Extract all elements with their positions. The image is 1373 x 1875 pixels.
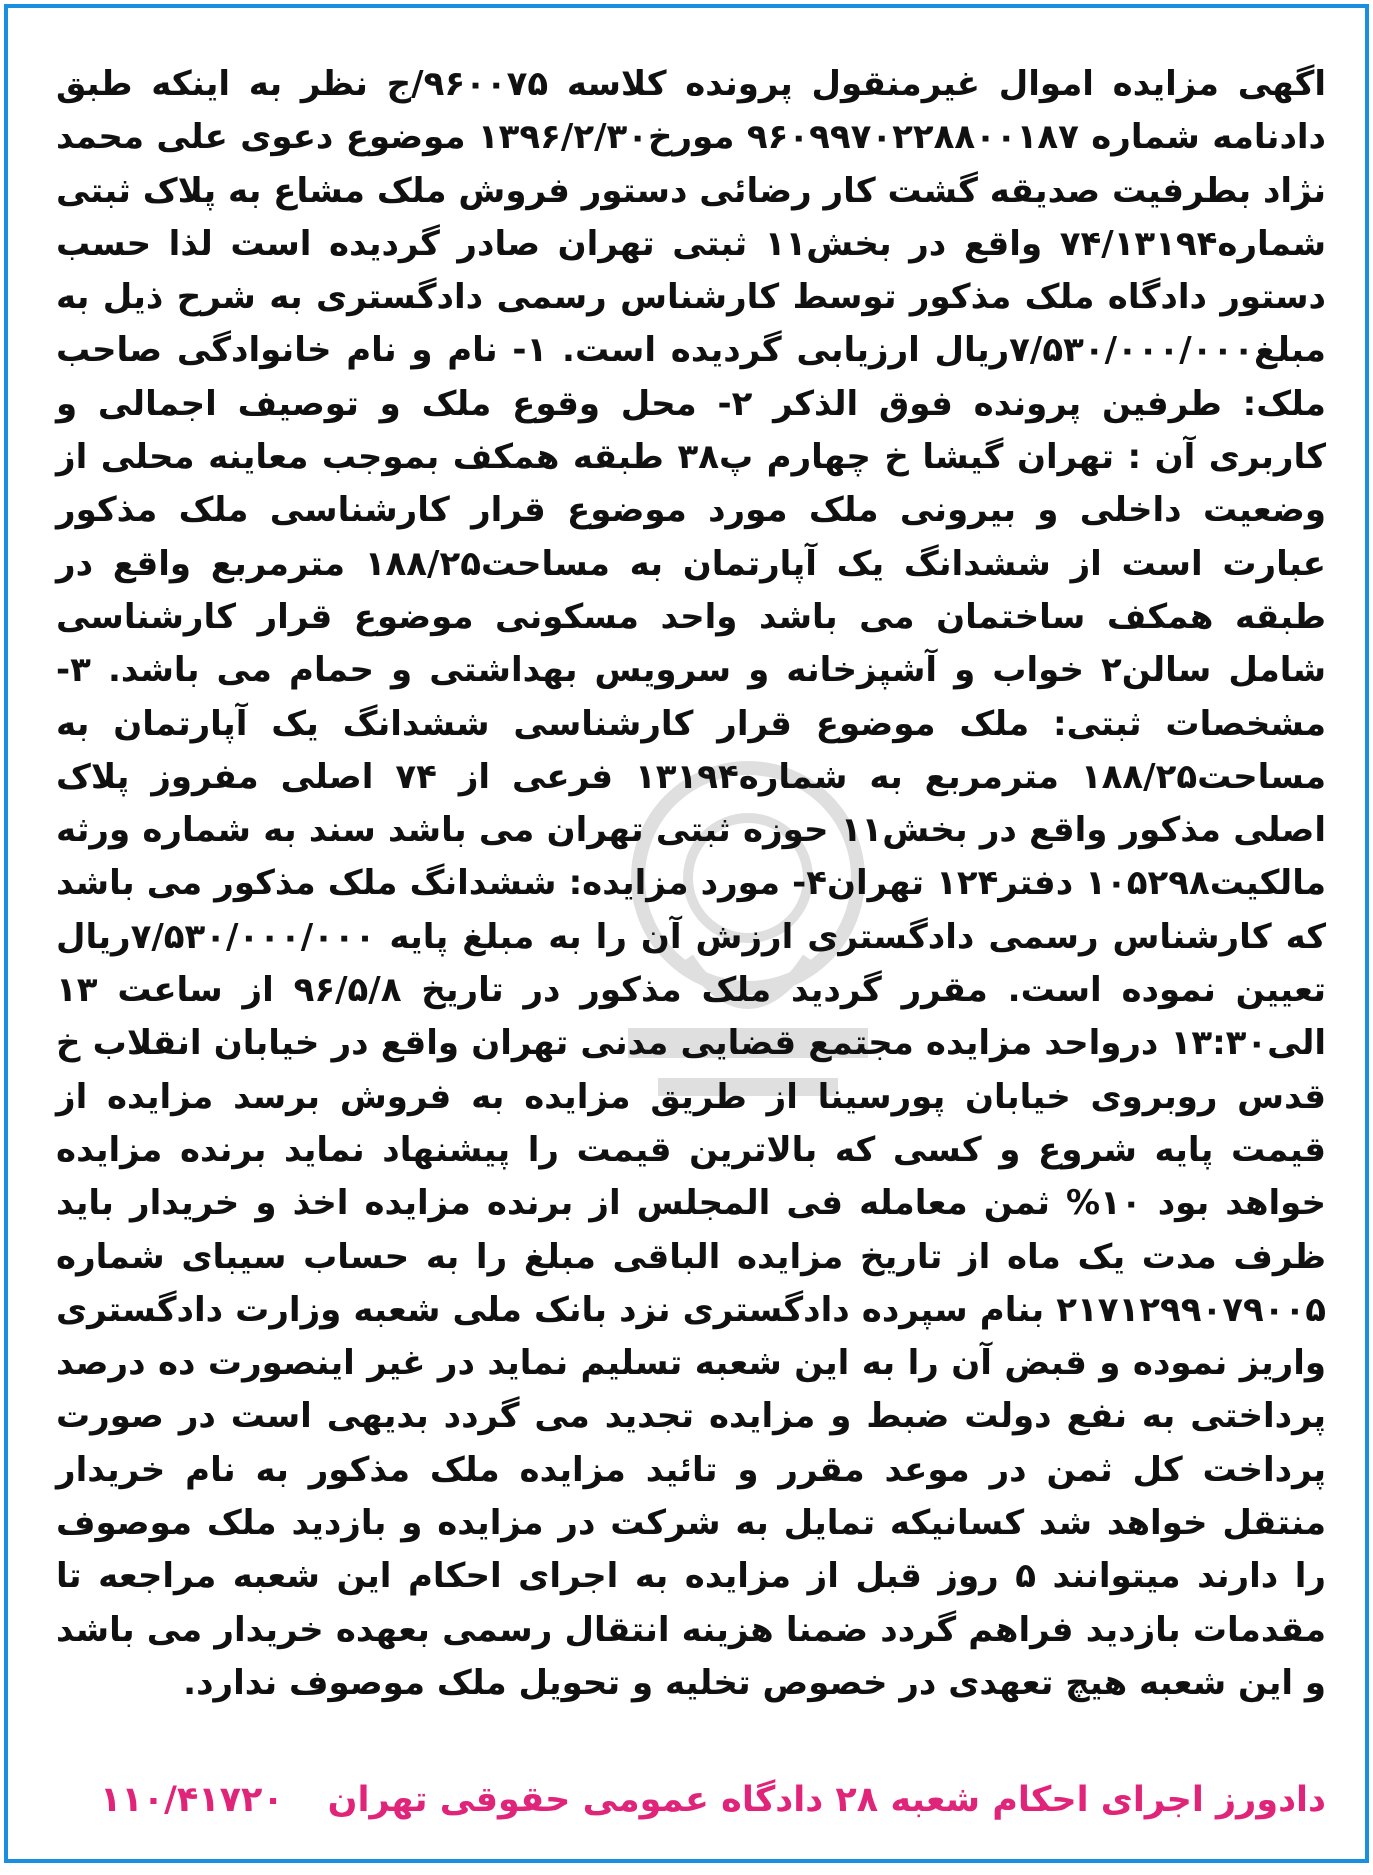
issuer-signature: دادورز اجرای احکام شعبه ۲۸ دادگاه عمومی حقوقی تهران — [327, 1780, 1326, 1820]
auction-notice-text — [56, 58, 1326, 1710]
notice-body: اگهی مزایده اموال غیرمنقول پرونده کلاسه ۹۶۰۰۷۵/ج نظر به اینکه طبق دادنامه شماره ۹۶۰۹۹۷۰۲۲۸۸۰۰۱۸۷ مورخ۱۳۹۶/۲/۳۰ موضوع دعوی علی محمد نژاد بطرفیت صدیقه گشت کار رضائی دستور فروش ملک مشاع به پلاک ثبتی شماره۷۴/۱۳۱۹۴ واقع در بخش۱۱ ثبتی تهران صادر گردیده است لذا حسب دستور دادگاه ملک مذکور توسط کارشناس رسمی دادگستری به شرح ذیل به مبلغ۷/۵۳۰/۰۰۰/۰۰۰ریال ارزیابی گردیده است. ۱- نام و نام خانوادگی صاحب ملک: طرفین پرونده فوق الذکر ۲- محل وقوع ملک و توصیف اجمالی و کاربری آن : تهران گیشا خ چهارم پ۳۸ طبقه همکف بموجب معاینه محلی از وضعیت داخلی و بیرونی ملک مورد موضوع قرار کارشناسی ملک مذکور عبارت است از ششدانگ یک آپارتمان به مساحت۱۸۸/۲۵ مترمربع واقع در طبقه همکف ساختمان می باشد واحد مسکونی موضوع قرار کارشناسی شامل سالن۲ خواب و آشپزخانه و سرویس بهداشتی و حمام می باشد. ۳-مشخصات ثبتی: ملک موضوع قرار کارشناسی ششدانگ یک آپارتمان به مساحت۱۸۸/۲۵ مترمربع به شماره۱۳۱۹۴ فرعی از ۷۴ اصلی مفروز پلاک اصلی مذکور واقع در بخش۱۱ حوزه ثبتی تهران می باشد سند به شماره ورثه مالکیت۱۰۵۲۹۸ دفتر۱۲۴ تهران۴- مورد مزایده: ششدانگ ملک مذکور می باشد که کارشناس رسمی دادگستری ارزش آن را به مبلغ پایه ۷/۵۳۰/۰۰۰/۰۰۰ریال تعیین نموده است. مقرر گردید ملک مذکور در تاریخ ۹۶/۵/۸ از ساعت ۱۳ الی۱۳:۳۰ درواحد مزایده مجتمع قضایی مدنی تهران واقع در خیابان انقلاب خ قدس روبروی خیابان پورسینا از طریق مزایده به فروش برسد مزایده از قیمت پایه شروع و کسی که بالاترین قیمت را پیشنهاد نماید برنده مزایده خواهد بود ۱۰% ثمن معامله فی المجلس از برنده مزایده اخذ و خریدار باید ظرف مدت یک ماه از تاریخ مزایده الباقی مبلغ را به حساب سیبای شماره ۲۱۷۱۲۹۹۰۷۹۰۰۵ بنام سپرده دادگستری نزد بانک ملی شعبه وزارت دادگستری واریز نموده و قبض آن را به این شعبه تسلیم نماید در غیر اینصورت ده درصد پرداختی به نفع دولت ضبط و مزایده تجدید می گردد بدیهی است در صورت پرداخت کل ثمن در موعد مقرر و تائید مزایده ملک مذکور به نام خریدار منتقل خواهد شد کسانیکه تمایل به شرکت در مزایده و بازدید ملک موصوف را دارند میتوانند ۵ روز قبل از مزایده به اجرای احکام این شعبه مراجعه تا مقدمات بازدید فراهم گردد ضمنا هزینه انتقال رسمی بعهده خریدار می باشد و این شعبه هیچ تعهدی در خصوص تخلیه و تحویل ملک موصوف ندارد. — [56, 64, 1327, 1703]
notice-frame — [4, 4, 1369, 1863]
notice-footer — [56, 1770, 1326, 1830]
notice-code: ۱۱۰/۴۱۷۲۰ — [100, 1780, 284, 1820]
